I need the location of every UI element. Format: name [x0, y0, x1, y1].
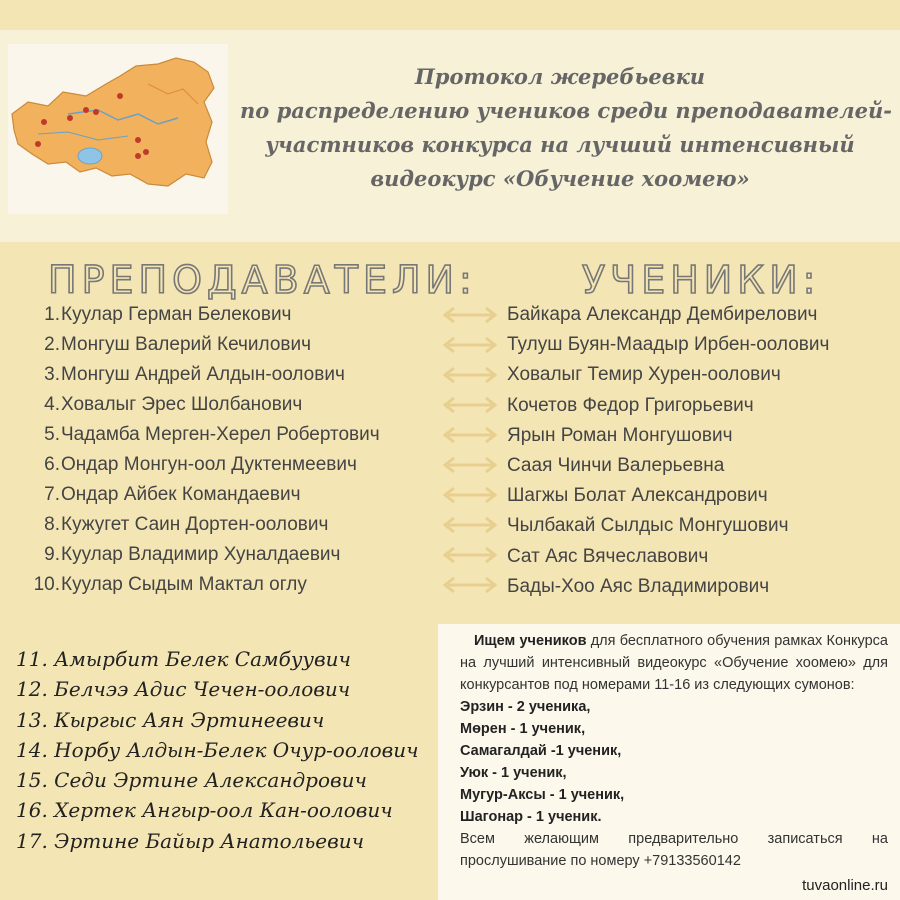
student-item: Тулуш Буян-Маадыр Ирбен-оолович: [507, 334, 830, 356]
double-arrow-icon: [440, 450, 500, 480]
student-item: Чылбакай Сылдыс Монгушович: [507, 515, 789, 537]
teachers-heading: ПРЕПОДАВАТЕЛИ:: [48, 258, 477, 302]
pairing-arrows: [440, 300, 500, 600]
student-item: Сат Аяс Вячеславович: [507, 545, 709, 567]
notice-body: [460, 630, 888, 872]
document-title: [240, 60, 892, 196]
notice-outro: Всем желающим предварительно записаться на прослушивание по номеру +79133560142: [460, 831, 888, 869]
student-item: Кочетов Федор Григорьевич: [507, 394, 754, 416]
students-heading: УЧЕНИКИ:: [582, 258, 821, 302]
teacher-list: [28, 300, 438, 600]
sumon-item: Уюк - 1 ученик,: [460, 765, 567, 781]
student-item: Саая Чинчи Валерьевна: [507, 454, 725, 476]
extra-teacher-item: 14. Норбу Алдын-Белек Очур-оолович: [16, 737, 419, 762]
region-map-image: [8, 44, 228, 214]
teacher-item: 9. Куулар Владимир Хуналдаевич: [44, 544, 341, 565]
notice-box: [438, 624, 900, 900]
title-line: Протокол жеребьевки: [414, 64, 706, 89]
student-item: Ховалыг Темир Хурен-оолович: [507, 364, 781, 386]
notice-intro: [460, 630, 888, 696]
student-list: [507, 300, 897, 602]
extra-teacher-item: 17. Эртине Байыр Анатольевич: [16, 828, 365, 853]
double-arrow-icon: [440, 570, 500, 600]
sumon-item: Мөрен - 1 ученик,: [460, 721, 586, 737]
student-item: Ярын Роман Монгушович: [507, 424, 733, 446]
extra-teacher-item: 11. Амырбит Белек Самбуувич: [16, 647, 351, 671]
teacher-item: 10. Куулар Сыдым Мактал оглу: [33, 574, 307, 595]
sumon-item: Шагонар - 1 ученик.: [460, 809, 602, 825]
extra-teacher-item: 12. Белчээ Адис Чечен-оолович: [16, 677, 351, 702]
teacher-item: 2. Монгуш Валерий Кечилович: [44, 334, 312, 355]
teacher-item: 4. Ховалыг Эрес Шолбанович: [44, 394, 303, 415]
teacher-item: 5. Чадамба Мерген-Херел Робертович: [44, 424, 380, 445]
teacher-item: 1. Куулар Герман Белекович: [44, 304, 292, 325]
double-arrow-icon: [440, 510, 500, 540]
teacher-item: 3. Монгуш Андрей Алдын-оолович: [44, 364, 345, 385]
teacher-item: 8. Кужугет Саин Дортен-оолович: [44, 514, 329, 535]
map-illustration: [8, 44, 228, 214]
extra-teacher-item: 13. Кыргыс Аян Эртинеевич: [16, 707, 325, 732]
double-arrow-icon: [440, 360, 500, 390]
double-arrow-icon: [440, 540, 500, 570]
notice-intro-text: для бесплатного обучения рамках Конкурса на лучший интенсивный видеокурс «Обучение хоомею» для конкурсантов под номерами 11-16 из следующих сумонов:: [460, 633, 888, 693]
title-line: видеокурс «Обучение хоомею»: [370, 166, 750, 191]
student-item: Бады-Хоо Аяс Владимирович: [507, 575, 770, 597]
double-arrow-icon: [440, 480, 500, 510]
student-item: Шагжы Болат Александрович: [507, 485, 768, 507]
title-line: по распределению учеников среди преподавателей-: [240, 98, 892, 123]
notice-intro-bold: Ищем учеников: [474, 633, 587, 649]
double-arrow-icon: [440, 420, 500, 450]
title-line: участников конкурса на лучший интенсивный: [265, 132, 855, 157]
extra-teacher-item: 16. Хертек Ангыр-оол Кан-оолович: [16, 798, 393, 823]
extra-teacher-item: 15. Седи Эртине Александрович: [16, 768, 367, 793]
sumon-item: Мугур-Аксы - 1 ученик,: [460, 787, 625, 803]
double-arrow-icon: [440, 390, 500, 420]
teacher-item: 7. Ондар Айбек Командаевич: [44, 484, 301, 505]
sumon-item: Эрзин - 2 ученика,: [460, 699, 591, 715]
extra-teacher-list: [16, 644, 436, 856]
sumon-item: Самагалдай -1 ученик,: [460, 743, 622, 759]
teacher-item: 6. Ондар Монгун-оол Дуктенмеевич: [44, 454, 357, 475]
student-item: Байкара Александр Дембирелович: [507, 304, 818, 325]
double-arrow-icon: [440, 300, 500, 330]
double-arrow-icon: [440, 330, 500, 360]
site-watermark: tuvaonline.ru: [802, 877, 888, 894]
